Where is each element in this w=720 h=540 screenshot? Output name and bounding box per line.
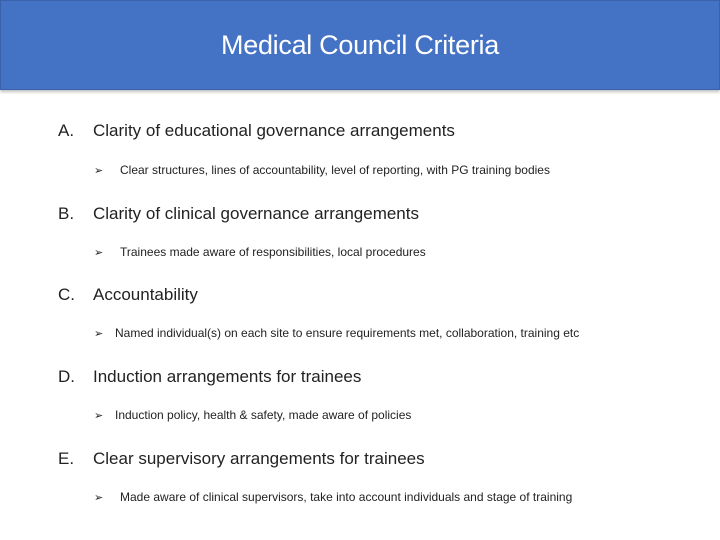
arrow-bullet-icon: ➢: [94, 328, 104, 340]
criterion-a-point: [94, 163, 550, 177]
criterion-heading: Clarity of clinical governance arrangements: [93, 204, 419, 223]
criterion-letter: D.: [58, 367, 75, 386]
criterion-d: [58, 367, 361, 387]
criterion-heading: Clear supervisory arrangements for trainees: [93, 449, 425, 468]
criterion-d-point: [94, 408, 411, 422]
arrow-bullet-icon: ➢: [94, 410, 104, 422]
point-text: Trainees made aware of responsibilities, local procedures: [120, 245, 426, 259]
point-text: Made aware of clinical supervisors, take into account individuals and stage of training: [120, 490, 573, 504]
criterion-letter: E.: [58, 449, 75, 468]
criterion-c-point: [94, 326, 579, 340]
arrow-bullet-icon: ➢: [94, 247, 104, 259]
title-bar: [0, 0, 720, 90]
criterion-b: [58, 204, 419, 224]
criterion-heading: Clarity of educational governance arrangements: [93, 121, 455, 140]
slide-title: Medical Council Criteria: [221, 29, 499, 60]
point-text: Named individual(s) on each site to ensure requirements met, collaboration, training etc: [115, 326, 580, 340]
criterion-letter: C.: [58, 285, 75, 304]
criterion-letter: B.: [58, 204, 75, 223]
arrow-bullet-icon: ➢: [94, 165, 104, 177]
criterion-a: [58, 121, 455, 141]
point-text: Induction policy, health & safety, made aware of policies: [115, 408, 412, 422]
criterion-c: [58, 285, 198, 305]
criterion-e: [58, 449, 425, 469]
criterion-b-point: [94, 245, 426, 259]
arrow-bullet-icon: ➢: [94, 492, 104, 504]
criterion-heading: Induction arrangements for trainees: [93, 367, 362, 386]
point-text: Clear structures, lines of accountability, level of reporting, with PG training bodies: [120, 163, 550, 177]
criterion-heading: Accountability: [93, 285, 198, 304]
criterion-e-point: [94, 490, 572, 504]
criterion-letter: A.: [58, 121, 75, 140]
